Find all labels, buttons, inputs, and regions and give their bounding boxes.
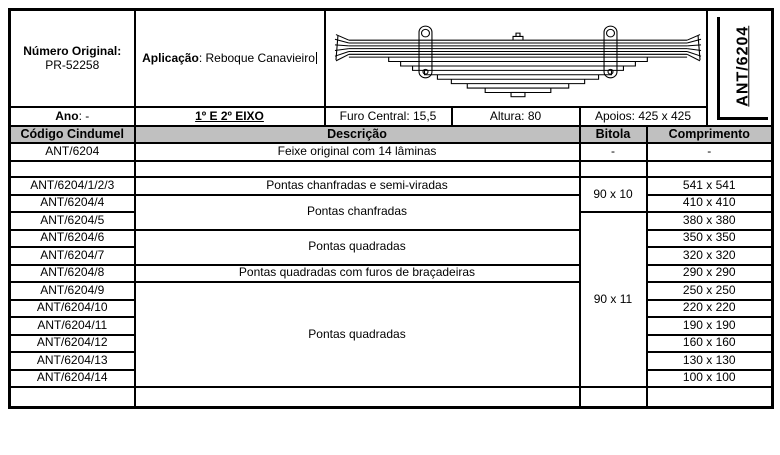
comprimento-cell: 130 x 130 [647, 352, 773, 370]
bitola-cell: - [580, 143, 647, 161]
description-cell: Pontas chanfradas e semi-viradas [135, 177, 580, 195]
apoios-cell: Apoios: 425 x 425 [580, 107, 707, 126]
comprimento-cell: - [647, 143, 773, 161]
code-cell: ANT/6204/10 [10, 300, 135, 318]
col-header-codigo: Código Cindumel [10, 126, 135, 143]
description-cell: Pontas quadradas [135, 230, 580, 265]
comprimento-cell: 250 x 250 [647, 282, 773, 300]
comprimento-cell: 320 x 320 [647, 247, 773, 265]
comprimento-cell: 160 x 160 [647, 335, 773, 353]
comprimento-cell: 350 x 350 [647, 230, 773, 248]
code-cell: ANT/6204 [10, 143, 135, 161]
comprimento-cell: 541 x 541 [647, 177, 773, 195]
code-cell: ANT/6204/13 [10, 352, 135, 370]
comprimento-cell: 290 x 290 [647, 265, 773, 283]
column-header-row [10, 126, 773, 143]
bitola-cell [580, 387, 647, 407]
code-cell: ANT/6204/1/2/3 [10, 177, 135, 195]
col-header-bitola: Bitola [580, 126, 647, 143]
table-row-empty [10, 387, 773, 407]
comprimento-cell [647, 387, 773, 407]
table-row [10, 143, 773, 161]
code-cell: ANT/6204/8 [10, 265, 135, 283]
eixo-cell: 1º E 2º EIXO [135, 107, 325, 126]
ano-cell [10, 107, 135, 126]
info-row [10, 10, 773, 108]
col-header-comprimento: Comprimento [647, 126, 773, 143]
ano-label: Ano [55, 108, 79, 123]
col-header-descricao: Descrição [135, 126, 580, 143]
description-cell: Feixe original com 14 lâminas [135, 143, 580, 161]
comprimento-cell: 100 x 100 [647, 370, 773, 388]
code-cell: ANT/6204/4 [10, 195, 135, 213]
code-cell: ANT/6204/6 [10, 230, 135, 248]
text-cursor [316, 52, 317, 64]
part-code-box [717, 17, 769, 120]
description-cell [135, 387, 580, 407]
specs-row [10, 107, 773, 126]
table-row [10, 265, 773, 283]
comprimento-cell: 410 x 410 [647, 195, 773, 213]
code-cell [10, 387, 135, 407]
numero-original-label: Número Original: [23, 43, 122, 58]
description-cell: Pontas quadradas [135, 282, 580, 387]
code-cell: ANT/6204/11 [10, 317, 135, 335]
table-row [10, 230, 773, 248]
bitola-cell: 90 x 10 [580, 177, 647, 212]
aplicacao-value[interactable]: : Reboque Canavieiro [198, 50, 315, 65]
comprimento-cell: 190 x 190 [647, 317, 773, 335]
code-cell: ANT/6204/7 [10, 247, 135, 265]
leaf-spring-diagram [329, 12, 707, 106]
numero-original-value: PR-52258 [45, 57, 100, 72]
code-cell: ANT/6204/14 [10, 370, 135, 388]
aplicacao-field[interactable] [135, 10, 325, 108]
table-row [10, 177, 773, 195]
description-cell: Pontas chanfradas [135, 195, 580, 230]
numero-original-cell [10, 10, 135, 108]
parts-table [8, 8, 774, 409]
ano-value: : - [78, 108, 90, 123]
code-cell: ANT/6204/12 [10, 335, 135, 353]
part-code-vertical: ANT/6204 [734, 26, 752, 107]
diagram-cell [325, 10, 707, 108]
comprimento-cell: 380 x 380 [647, 212, 773, 230]
code-cell: ANT/6204/9 [10, 282, 135, 300]
part-code-cell [707, 10, 773, 127]
bitola-cell: 90 x 11 [580, 212, 647, 387]
furo-central-cell: Furo Central: 15,5 [325, 107, 452, 126]
code-cell [10, 161, 135, 177]
description-cell: Pontas quadradas com furos de braçadeiras [135, 265, 580, 283]
table-row [10, 195, 773, 213]
table-row [10, 282, 773, 300]
description-cell [135, 161, 580, 177]
comprimento-cell: 220 x 220 [647, 300, 773, 318]
code-cell: ANT/6204/5 [10, 212, 135, 230]
bitola-cell [580, 161, 647, 177]
comprimento-cell [647, 161, 773, 177]
altura-cell: Altura: 80 [452, 107, 580, 126]
table-row-empty [10, 161, 773, 177]
aplicacao-label: Aplicação [142, 50, 199, 65]
